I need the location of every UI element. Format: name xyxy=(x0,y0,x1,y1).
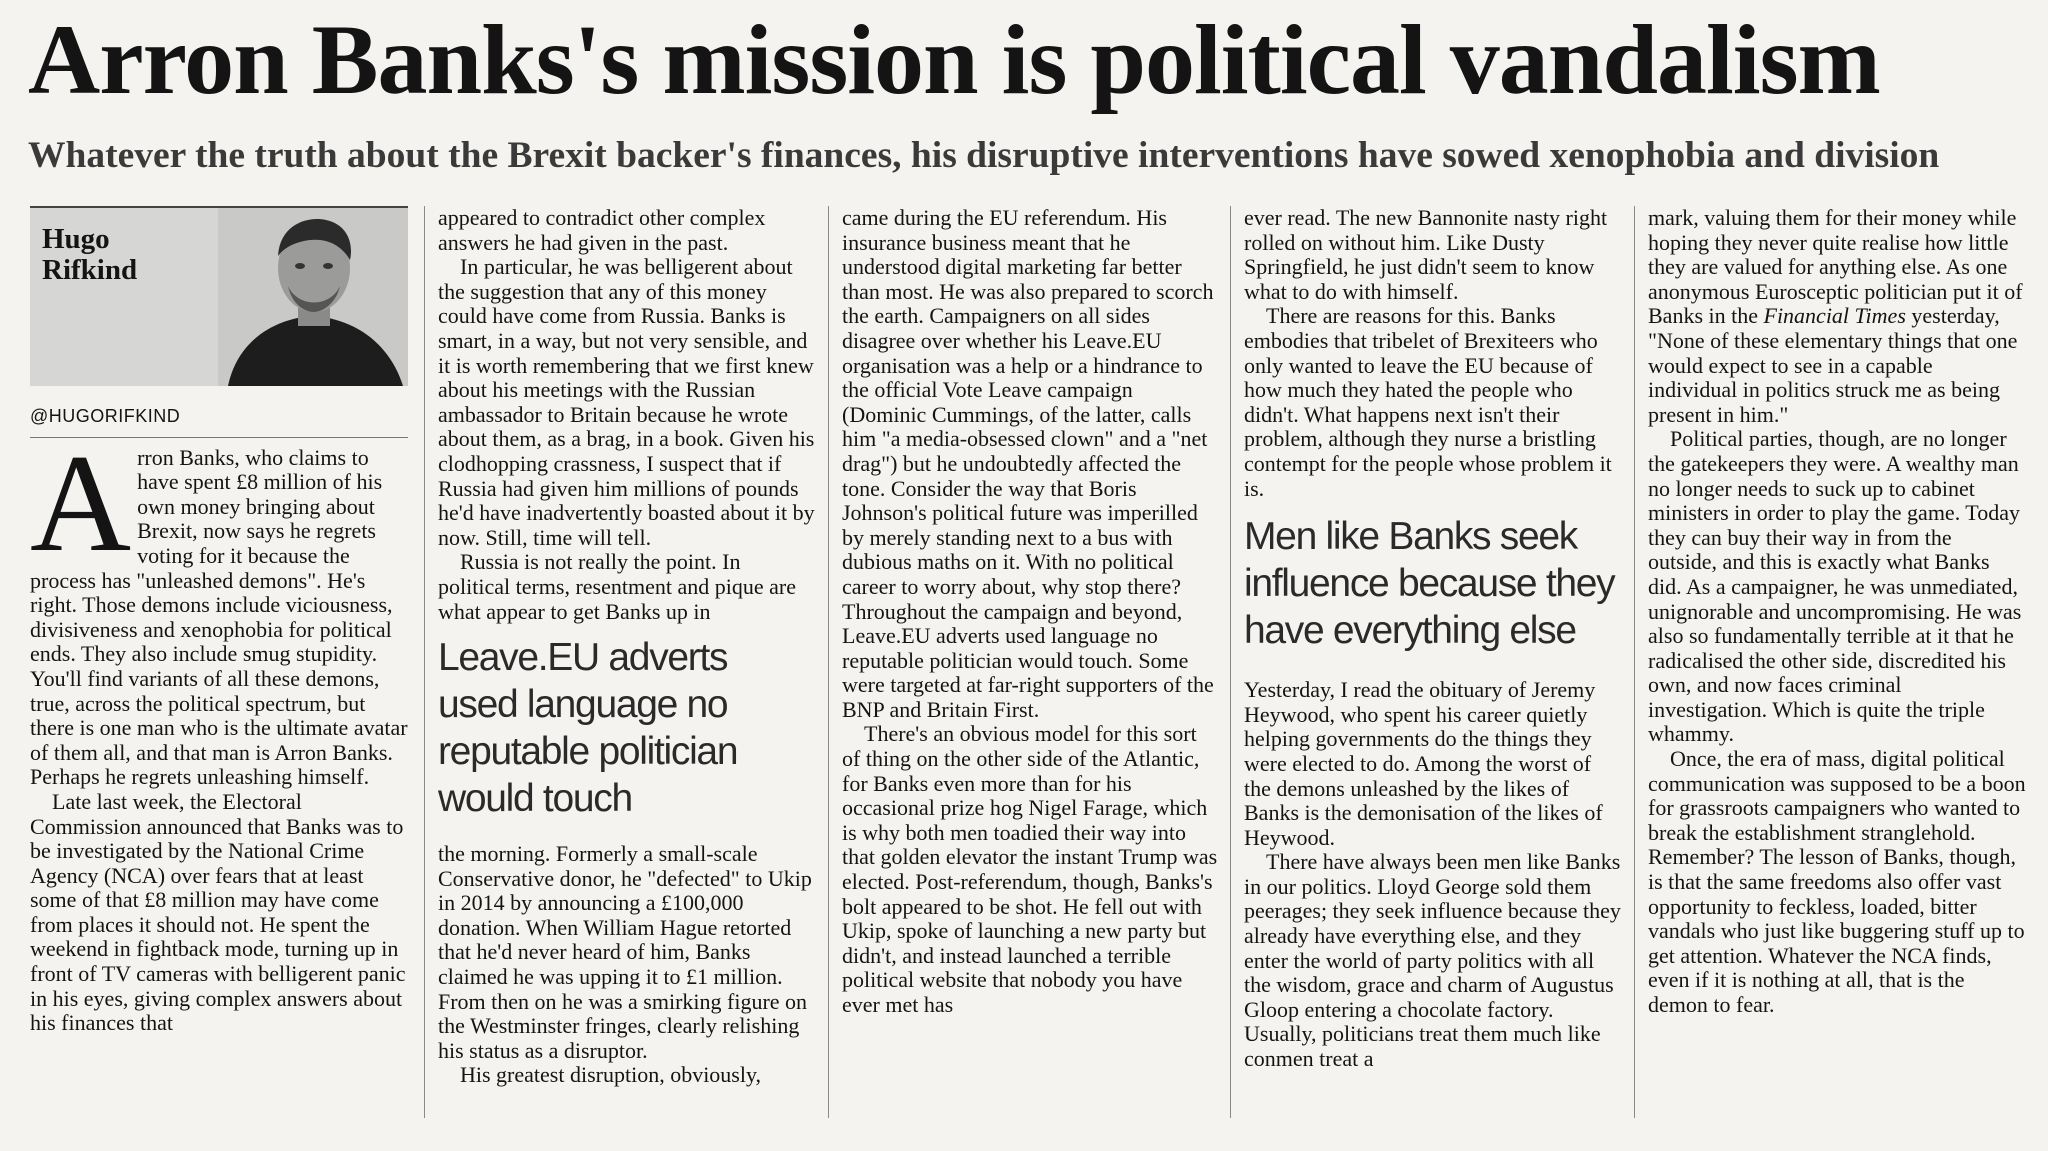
body-paragraph: There are reasons for this. Banks embodies that tribelet of Brexiteers who only wanted to leave the EU because of how much they hated the people who didn't. What happens next isn't their problem, although they nurse a bristling contempt for the people whose problem it is. xyxy=(1244,303,1612,501)
body-paragraph: Once, the era of mass, digital political communication was supposed to be a boon for grassroots campaigners who wanted to break the establishment stranglehold. Remember? The lesson of Banks, though, is that the same freedoms also offer vast opportunity to feckless, loaded, bitter vandals who just like buggering stuff up to get attention. Whatever the NCA finds, even if it is nothing at all, that is the demon to fear. xyxy=(1648,746,2026,1017)
body-paragraph: Yesterday, I read the obituary of Jeremy Heywood, who spent his career quietly helping governments do the things they were elected to do. Among the worst of the demons unleashed by the likes of Banks is the demonisation of the likes of Heywood. xyxy=(1244,677,1603,850)
body-paragraph: ever read. The new Bannonite nasty right rolled on without him. Like Dusty Springfield, he just didn't seem to know what to do with himself. xyxy=(1244,206,1608,304)
drop-cap: A xyxy=(30,425,132,581)
article-column-5 xyxy=(1648,206,2026,1126)
article-column-4 xyxy=(1244,206,1622,1126)
body-paragraph: There have always been men like Banks in our politics. Lloyd George sold them peerages; they seek influence because they already have everything else, and they enter the world of party politics with all the wisdom, grace and charm of Augustus Gloop entering a chocolate factory. Usually, politicians treat them much like conmen treat a xyxy=(1244,849,1621,1072)
body-paragraph xyxy=(30,425,408,790)
body-paragraph: Russia is not really the point. In political terms, resentment and pique are what appear to get Banks up in xyxy=(438,549,796,624)
text-run: mark, valuing them for their money while hoping they never quite realise how little they are valued for anything else. As one anonymous Eurosceptic politician put it of Banks in the xyxy=(1648,206,2023,329)
body-paragraph: Late last week, the Electoral Commission announced that Banks was to be investigated by the National Crime Agency (NCA) over fears that at least some of that £8 million may have come from places it should not. He spent the weekend in fightback mode, turning up in front of TV cameras with belligerent panic in his eyes, giving complex answers about his finances that xyxy=(30,788,406,1036)
column-rule xyxy=(828,206,829,1118)
pull-quote: Leave.EU adverts used language no reputable politician would touch xyxy=(438,636,738,821)
article-column-3 xyxy=(842,206,1220,1126)
body-paragraph: In particular, he was belligerent about the suggestion that any of this money could have come from Russia. Banks is smart, in a way, but not very sensible, and it is worth remembering that we first knew about his meetings with the Russian ambassador to Britain because he wrote about them, as a brag, in a book. Given his clodhopping crassness, I suspect that if Russia had given him millions of pounds he'd have inadvertently boasted about it by now. Still, time will tell. xyxy=(438,254,815,550)
body-paragraph: Political parties, though, are no longer the gatekeepers they were. A wealthy man no longer needs to suck up to cabinet ministers in order to play the game. Today they can buy their way in from the outside, and this is exactly what Banks did. As a campaigner, he was unmediated, unignorable and uncompromising. He was also so fundamentally terrible at it that he radicalised the other side, discredited his own, and now faces criminal investigation. Which is quite the triple whammy. xyxy=(1648,426,2022,747)
body-paragraph: came during the EU referendum. His insurance business meant that he understood digital marketing far better than most. He was also prepared to scorch the earth. Campaigners on all sides disagree over whether his Leave.EU organisation was a help or a hindrance to the official Vote Leave campaign (Dominic Cummings, of the latter, calls him "a media-obsessed clown" and a "net drag") but he undoubtedly affected the tone. Consider the way that Boris Johnson's political future was imperilled by merely standing next to a bus with dubious maths on it. With no political career to worry about, why stop there? Throughout the campaign and beyond, Leave.EU adverts used language no reputable politician would touch. Some were targeted at far-right supporters of the BNP and Britain First. xyxy=(842,206,1214,722)
column-rule xyxy=(1230,206,1231,1118)
twitter-handle: @HUGORIFKIND xyxy=(30,404,408,438)
column-rule xyxy=(1634,206,1635,1118)
publication-name: Financial Times xyxy=(1763,303,1906,329)
body-paragraph: appeared to contradict other complex answers he had given in the past. xyxy=(438,206,766,255)
standfirst: Whatever the truth about the Brexit backer's finances, his disruptive interventions have sowed xenophobia and division xyxy=(28,135,1940,176)
body-paragraph xyxy=(1648,206,2026,427)
author-name: Hugo Rifkind xyxy=(42,223,138,286)
article-column-2 xyxy=(438,206,816,1126)
body-paragraph: There's an obvious model for this sort of thing on the other side of the Atlantic, for Banks even more than for his occasional prize hog Nigel Farage, which is why both men toadied their way into that golden elevator the instant Trump was elected. Post-referendum, though, Banks's bolt appeared to be shot. He fell out with Ukip, spoke of launching a new party but didn't, and instead launched a terrible political website that nobody you have ever met has xyxy=(842,721,1218,1017)
author-photo xyxy=(218,208,408,386)
dropcap-paragraph-text: rron Banks, who claims to have spent £8 million of his own money bringing about Brexit, now says he regrets voting for it because the process has "unleashed demons". He's right. Those demons include viciousness, divisiveness and xenophobia for political ends. They also include smug stupidity. You'll find variants of all these demons, true, across the political spectrum, but there is one man who is the ultimate avatar of them all, and that man is Arron Banks. Perhaps he regrets unleashing himself. xyxy=(30,444,408,790)
body-paragraph: His greatest disruption, obviously, xyxy=(460,1062,762,1088)
article-column-1 xyxy=(30,206,408,1126)
text-run: yesterday, "None of these elementary things that one would expect to see in a capable individual in politics struck me as being present in him." xyxy=(1648,303,2018,427)
column-rule xyxy=(424,206,425,1118)
byline-box xyxy=(30,206,408,386)
pull-quote: Men like Banks seek influence because they have everything else xyxy=(1244,515,1615,653)
headline: Arron Banks's mission is political vandalism xyxy=(28,4,1880,115)
body-paragraph: the morning. Formerly a small-scale Conservative donor, he "defected" to Ukip in 2014 by announcing a £100,000 donation. When William Hague retorted that he'd never heard of him, Banks claimed he was upping it to £1 million. From then on he was a smirking figure on the Westminster fringes, clearly relishing his status as a disruptor. xyxy=(438,841,812,1063)
